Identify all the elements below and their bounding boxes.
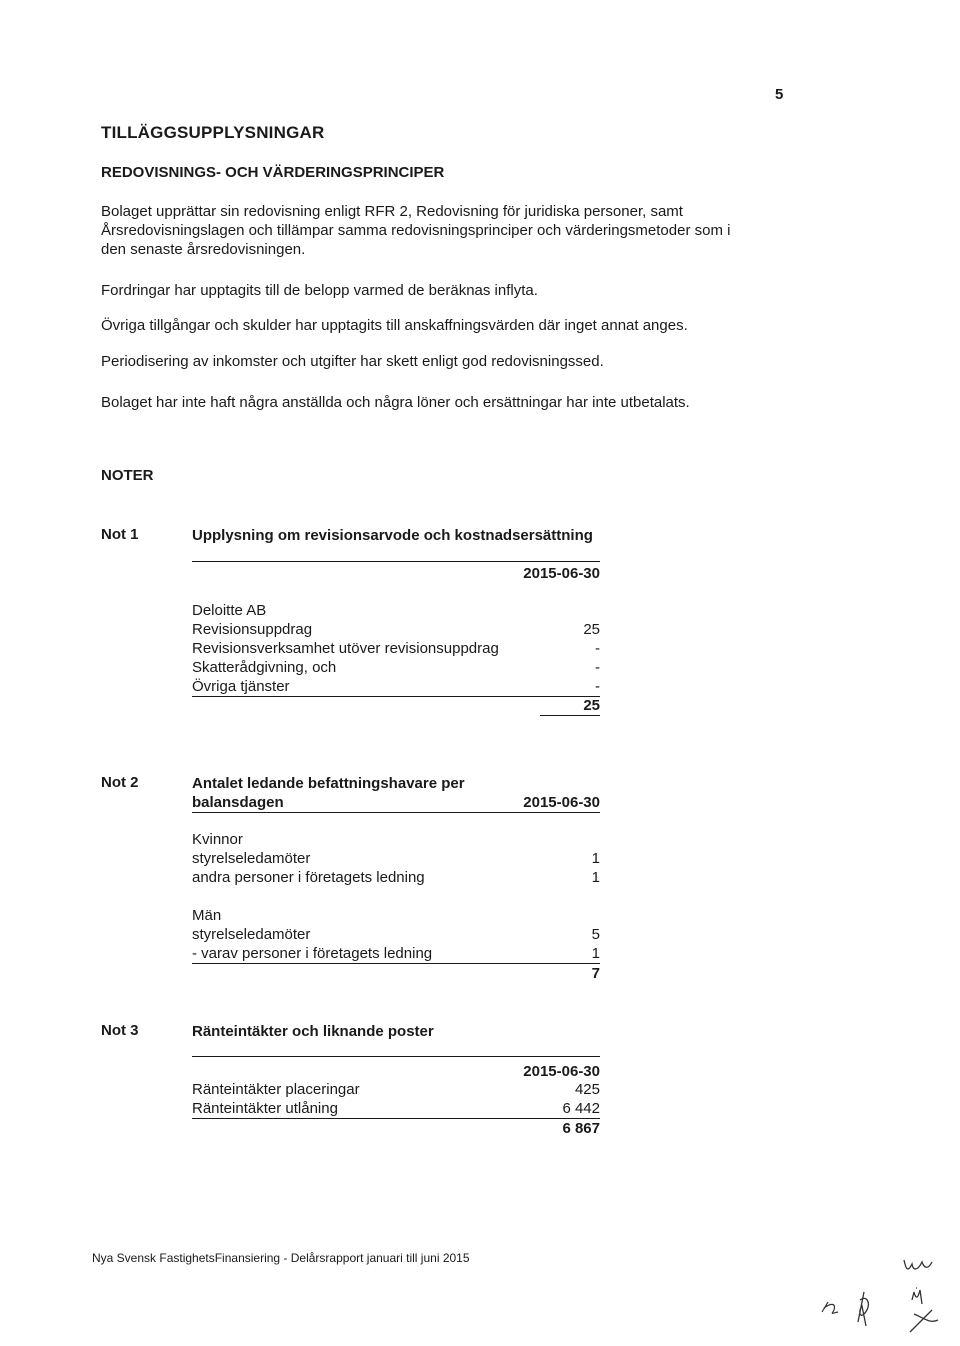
table-row bbox=[192, 658, 600, 677]
row-label: styrelseledamöter bbox=[192, 926, 311, 943]
row-label: Revisionsverksamhet utöver revisionsuppdrag bbox=[192, 640, 499, 657]
table-row bbox=[192, 620, 600, 639]
row-label: Revisionsuppdrag bbox=[192, 621, 313, 638]
table-row bbox=[192, 639, 600, 658]
row-value: 1 bbox=[591, 850, 600, 867]
row-value: - bbox=[595, 640, 600, 657]
paragraph-employees: Bolaget har inte haft några anställda och några löner och ersättningar har inte utbetalats. bbox=[101, 394, 690, 411]
row-label: Övriga tjänster bbox=[192, 678, 290, 695]
paragraph-accruals: Periodisering av inkomster och utgifter har skett enligt god redovisningssed. bbox=[101, 353, 604, 370]
table-row bbox=[192, 677, 600, 697]
row-label: andra personer i företagets ledning bbox=[192, 869, 425, 886]
note-1-label: Not 1 bbox=[101, 526, 139, 543]
total-row bbox=[192, 964, 600, 983]
row-value: - bbox=[595, 659, 600, 676]
row-label: Skatterådgivning, och bbox=[192, 659, 337, 676]
group-title-women: Kvinnor bbox=[192, 831, 243, 848]
initials-stroke-1 bbox=[904, 1260, 932, 1269]
group-title-men: Män bbox=[192, 907, 222, 924]
table-row bbox=[192, 849, 600, 868]
note-2-title-line1: Antalet ledande befattningshavare per bbox=[192, 775, 465, 792]
note-1-table bbox=[192, 561, 600, 582]
total-row bbox=[192, 1119, 600, 1138]
note-2-header bbox=[192, 793, 600, 813]
page-number: 5 bbox=[775, 86, 784, 103]
row-label: - varav personer i företagets ledning bbox=[192, 945, 433, 962]
handwritten-initials bbox=[820, 1240, 950, 1340]
row-label: Ränteintäkter utlåning bbox=[192, 1100, 338, 1117]
footer-text: Nya Svensk FastighetsFinansiering - Delårsrapport januari till juni 2015 bbox=[92, 1251, 470, 1265]
section-heading: REDOVISNINGS- OCH VÄRDERINGSPRINCIPER bbox=[101, 164, 445, 181]
note-1-title: Upplysning om revisionsarvode och kostnadsersättning bbox=[192, 527, 593, 544]
paragraph-principles: Bolaget upprättar sin redovisning enligt RFR 2, Redovisning för juridiska personer, samt Årsredovisningslagen och tillämpar samma redovisningsprinciper och värderingsmetoder som i den senaste årsredovisningen. bbox=[101, 203, 731, 258]
row-value: - bbox=[595, 678, 600, 695]
table-row bbox=[192, 868, 600, 887]
note-3-label: Not 3 bbox=[101, 1022, 139, 1039]
row-value: 25 bbox=[583, 621, 600, 638]
note-1-rows bbox=[192, 601, 600, 716]
note-1-date: 2015-06-30 bbox=[523, 565, 600, 582]
initials-stroke-2 bbox=[822, 1302, 838, 1313]
note-3-table bbox=[192, 1056, 600, 1080]
row-value: 6 442 bbox=[562, 1100, 600, 1117]
note-2-label: Not 2 bbox=[101, 774, 139, 791]
row-value: 425 bbox=[574, 1081, 600, 1098]
notes-heading: NOTER bbox=[101, 467, 154, 484]
row-value bbox=[540, 601, 600, 620]
initials-stroke-3 bbox=[858, 1292, 868, 1326]
total-value: 7 bbox=[591, 965, 600, 982]
note-2-date: 2015-06-30 bbox=[523, 794, 600, 811]
table-row bbox=[192, 925, 600, 944]
row-label: styrelseledamöter bbox=[192, 850, 311, 867]
row-value: 1 bbox=[591, 945, 600, 962]
group-title bbox=[192, 906, 600, 925]
table-row bbox=[192, 601, 600, 620]
page-title: TILLÄGGSUPPLYSNINGAR bbox=[101, 123, 325, 142]
total-row bbox=[192, 697, 600, 716]
table-row bbox=[192, 1099, 600, 1119]
row-label: Ränteintäkter placeringar bbox=[192, 1081, 360, 1098]
table-row bbox=[192, 1080, 600, 1099]
row-value: 1 bbox=[591, 869, 600, 886]
table-row bbox=[192, 944, 600, 964]
paragraph-assets: Övriga tillgångar och skulder har upptagits till anskaffningsvärden där inget annat anges. bbox=[101, 317, 688, 334]
total-value: 25 bbox=[540, 697, 600, 716]
row-label: Deloitte AB bbox=[192, 602, 267, 619]
note-2-header-row bbox=[192, 793, 600, 813]
note-3-rows bbox=[192, 1080, 600, 1138]
paragraph-receivables: Fordringar har upptagits till de belopp varmed de beräknas inflyta. bbox=[101, 282, 538, 299]
note-2-rows bbox=[192, 830, 600, 983]
note-3-date: 2015-06-30 bbox=[523, 1063, 600, 1080]
total-value: 6 867 bbox=[562, 1120, 600, 1137]
group-title bbox=[192, 830, 600, 849]
row-value: 5 bbox=[591, 926, 600, 943]
note-2-title bbox=[192, 774, 492, 793]
initials-stroke-4 bbox=[910, 1288, 938, 1332]
note-3-title: Ränteintäkter och liknande poster bbox=[192, 1023, 434, 1040]
note-2-title-line2: balansdagen bbox=[192, 794, 284, 811]
